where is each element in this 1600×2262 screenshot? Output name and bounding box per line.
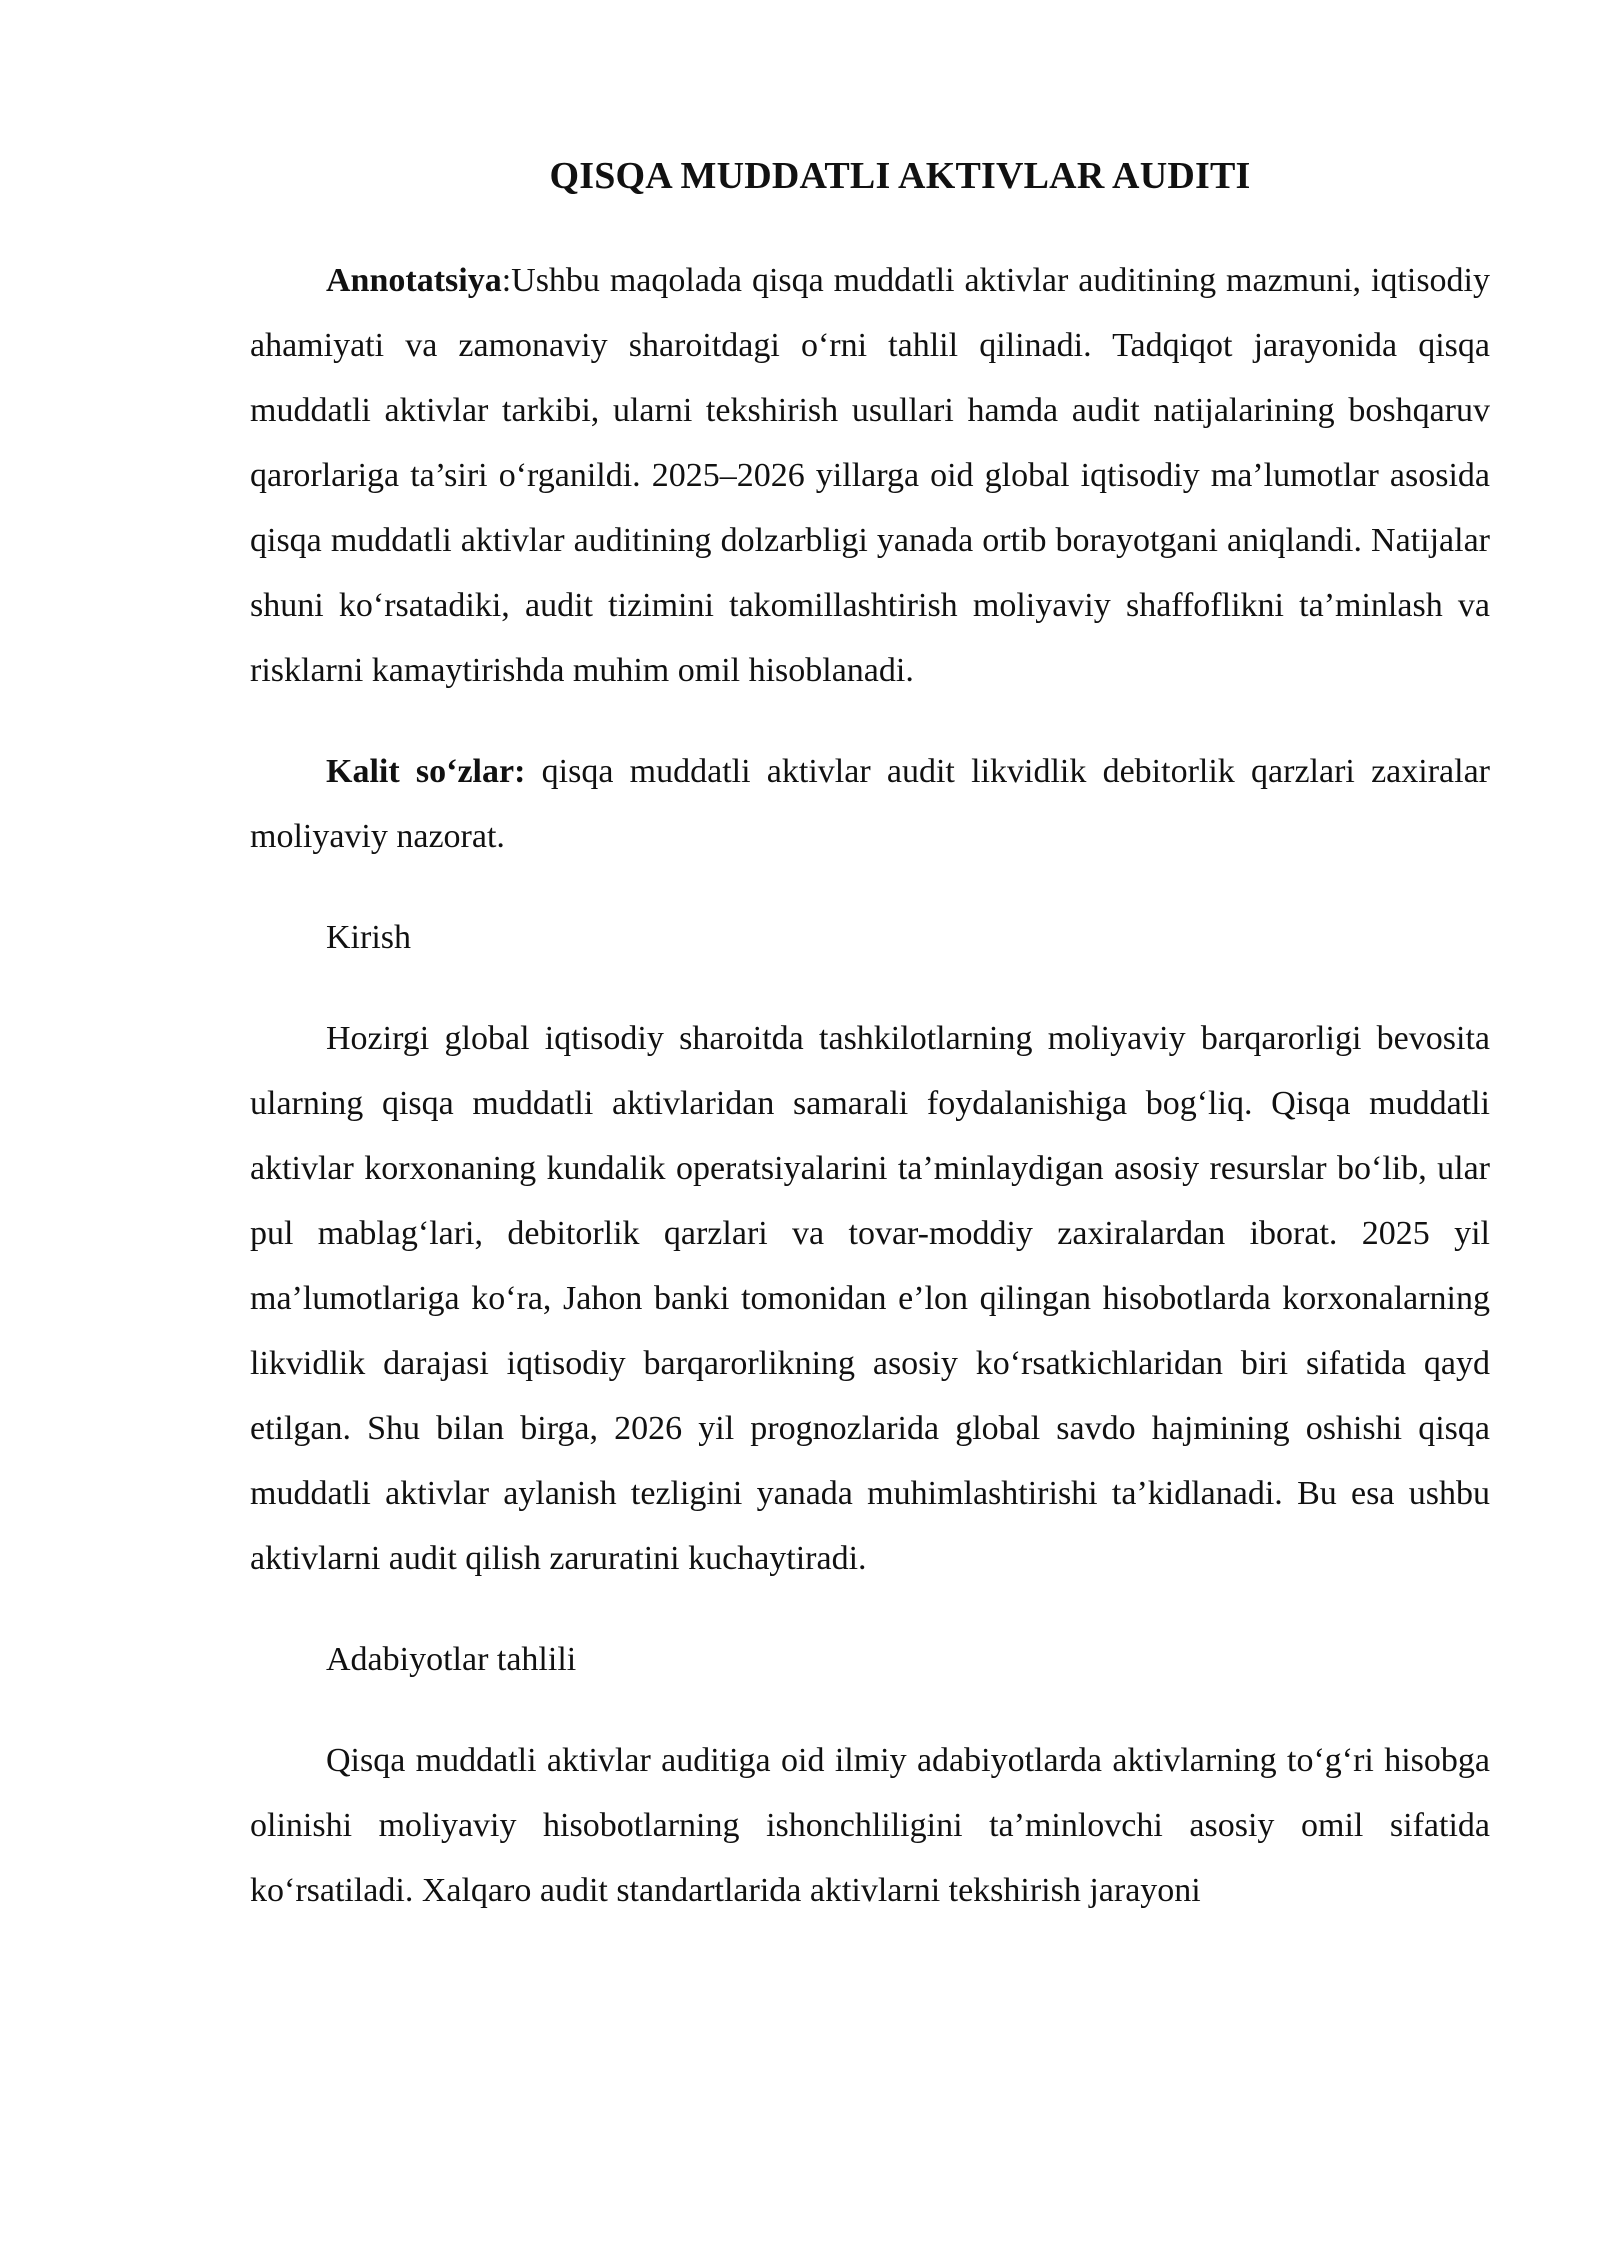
keywords-label: Kalit so‘zlar:	[326, 753, 526, 790]
introduction-paragraph: Hozirgi global iqtisodiy sharoitda tashkilotlarning moliyaviy barqarorligi bevosita ularning qisqa muddatli aktivlaridan samarali foydalanishiga bog‘liq. Qisqa muddatli aktivlar korxonaning kundalik operatsiyalarini ta’minlaydigan asosiy resurslar bo‘lib, ular pul mablag‘lari, debitorlik qarzlari va tovar-moddiy zaxiralardan iborat. 2025 yil ma’lumotlariga ko‘ra, Jahon banki tomonidan e’lon qilingan hisobotlarda korxonalarning likvidlik darajasi iqtisodiy barqarorlikning asosiy ko‘rsatkichlaridan biri sifatida qayd etilgan. Shu bilan birga, 2026 yil prognozlarida global savdo hajmining oshishi qisqa muddatli aktivlar aylanish tezligini yanada muhimlashtirishi ta’kidlanadi. Bu esa ushbu aktivlarni audit qilish zaruratini kuchaytiradi.	[250, 1020, 1490, 1577]
keywords-paragraph	[250, 739, 1490, 869]
introduction-heading: Kirish	[326, 919, 411, 956]
keywords-text: qisqa muddatli aktivlar audit likvidlik debitorlik qarzlari zaxiralar moliyaviy nazorat.	[250, 753, 1490, 855]
literature-heading: Adabiyotlar tahlili	[326, 1641, 577, 1678]
abstract-text: :Ushbu maqolada qisqa muddatli aktivlar auditining mazmuni, iqtisodiy ahamiyati va zamonaviy sharoitdagi o‘rni tahlil qilinadi. Tadqiqot jarayonida qisqa muddatli aktivlar tarkibi, ularni tekshirish usullari hamda audit natijalarining boshqaruv qarorlariga ta’siri o‘rganildi. 2025–2026 yillarga oid global iqtisodiy ma’lumotlar asosida qisqa muddatli aktivlar auditining dolzarbligi yanada ortib borayotgani aniqlandi. Natijalar shuni ko‘rsatadiki, audit tizimini takomillashtirish moliyaviy shaffoflikni ta’minlash va risklarni kamaytirishda muhim omil hisoblanadi.	[250, 262, 1490, 689]
document-page	[250, 150, 1490, 1923]
literature-paragraph: Qisqa muddatli aktivlar auditiga oid ilmiy adabiyotlarda aktivlarning to‘g‘ri hisobga olinishi moliyaviy hisobotlarning ishonchliligini ta’minlovchi asosiy omil sifatida ko‘rsatiladi. Xalqaro audit standartlarida aktivlarni tekshirish jarayoni	[250, 1742, 1490, 1909]
document-title: QISQA MUDDATLI AKTIVLAR AUDITI	[549, 155, 1251, 197]
abstract-label: Annotatsiya	[326, 262, 502, 299]
abstract-paragraph	[250, 248, 1490, 703]
